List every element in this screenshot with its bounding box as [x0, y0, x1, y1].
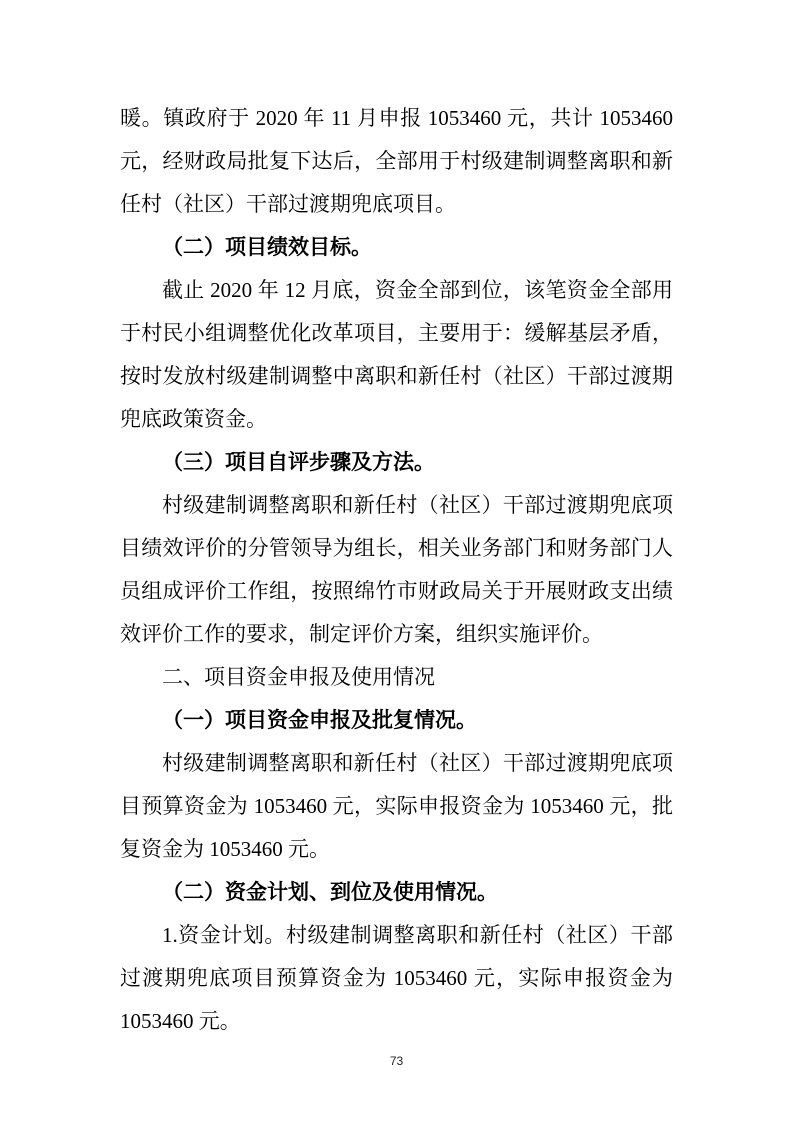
body-line: 村级建制调整离职和新任村（社区）干部过渡期兜底项	[162, 493, 673, 517]
body-line: 1053460 元。	[120, 1009, 241, 1033]
body-line: 于村民小组调整优化改革项目，主要用于：缓解基层矛盾，	[120, 321, 673, 345]
paragraph-application-approval	[120, 742, 673, 871]
section-heading-funding: 二、项目资金申报及使用情况	[162, 665, 435, 689]
body-line: 任村（社区）干部过渡期兜底项目。	[120, 192, 456, 216]
paragraph-performance-goals	[120, 269, 673, 441]
body-line: 村级建制调整离职和新任村（社区）干部过渡期兜底项	[162, 751, 673, 775]
body-line: 兜底政策资金。	[120, 407, 267, 431]
paragraph-self-evaluation	[120, 484, 673, 656]
body-line: 目绩效评价的分管领导为组长，相关业务部门和财务部门人	[120, 536, 673, 560]
body-line: 截止 2020 年 12 月底，资金全部到位，该笔资金全部用	[162, 278, 673, 302]
subsection-heading-performance-goals: （二）项目绩效目标。	[162, 235, 372, 259]
body-line: 按时发放村级建制调整中离职和新任村（社区）干部过渡期	[120, 364, 673, 388]
body-line: 员组成评价工作组，按照绵竹市财政局关于开展财政支出绩	[120, 579, 673, 603]
body-line: 目预算资金为 1053460 元，实际申报资金为 1053460 元，批	[120, 794, 673, 818]
paragraph-continued	[120, 97, 673, 226]
body-line: 效评价工作的要求，制定评价方案，组织实施评价。	[120, 622, 603, 646]
subsection-heading-application-approval: （一）项目资金申报及批复情况。	[162, 708, 477, 732]
subsection-heading-self-evaluation: （三）项目自评步骤及方法。	[162, 450, 435, 474]
body-line: 复资金为 1053460 元。	[120, 837, 330, 861]
body-line: 暖。镇政府于 2020 年 11 月申报 1053460 元，共计 1053460	[120, 106, 673, 130]
body-line: 元，经财政局批复下达后，全部用于村级建制调整离职和新	[120, 149, 673, 173]
body-line: 1.资金计划。村级建制调整离职和新任村（社区）干部	[162, 923, 673, 947]
document-body	[120, 97, 673, 1043]
paragraph-fund-plan	[120, 914, 673, 1043]
subsection-heading-fund-plan: （二）资金计划、到位及使用情况。	[162, 880, 498, 904]
page-number: 73	[389, 1054, 404, 1068]
body-line: 过渡期兜底项目预算资金为 1053460 元，实际申报资金为	[120, 966, 673, 990]
